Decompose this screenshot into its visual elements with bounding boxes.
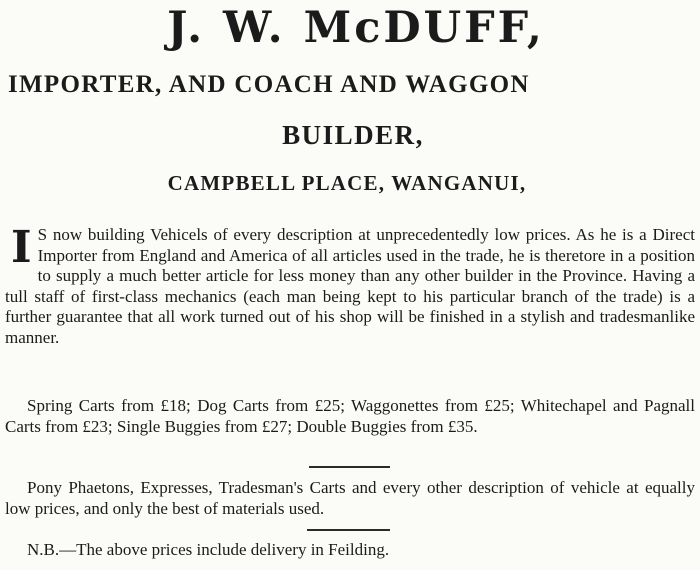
divider-rule	[309, 466, 390, 468]
divider-rule	[307, 529, 390, 531]
intro-paragraph	[5, 222, 695, 348]
business-name: J. W. McDUFF,	[167, 3, 545, 53]
trade-title-line-2: BUILDER,	[282, 120, 424, 150]
delivery-note: N.B.—The above prices include delivery in Feilding.	[27, 540, 390, 559]
drop-cap: I	[11, 222, 32, 273]
trade-title-line-1: IMPORTER, AND COACH AND WAGGON	[8, 71, 530, 98]
prices-paragraph: Spring Carts from £18; Dog Carts from £25; Waggonettes from £25; Whitechapel and Pagnall Carts from £23; Single Buggies from £27; Double Buggies from £35.	[5, 396, 695, 436]
other-vehicles-paragraph: Pony Phaetons, Expresses, Tradesman's Carts and every other description of vehicle at equally low prices, and only the best of materials used.	[5, 478, 695, 518]
business-address: CAMPBELL PLACE, WANGANUI,	[167, 171, 527, 195]
intro-text: S now building Vehicels of every description at unprecedentedly low prices. As he is a Direct Importer from England and America of all articles used in the trade, he is theretore in a position to supply a much better article for less money than any other builder in the Province. Having a tull staff of first-class mechanics (each man being kept to his particular branch of the trade) is a further guarantee that all work turned out of his shop will be finished in a stylish and tradesmanlike manner.	[5, 225, 695, 347]
